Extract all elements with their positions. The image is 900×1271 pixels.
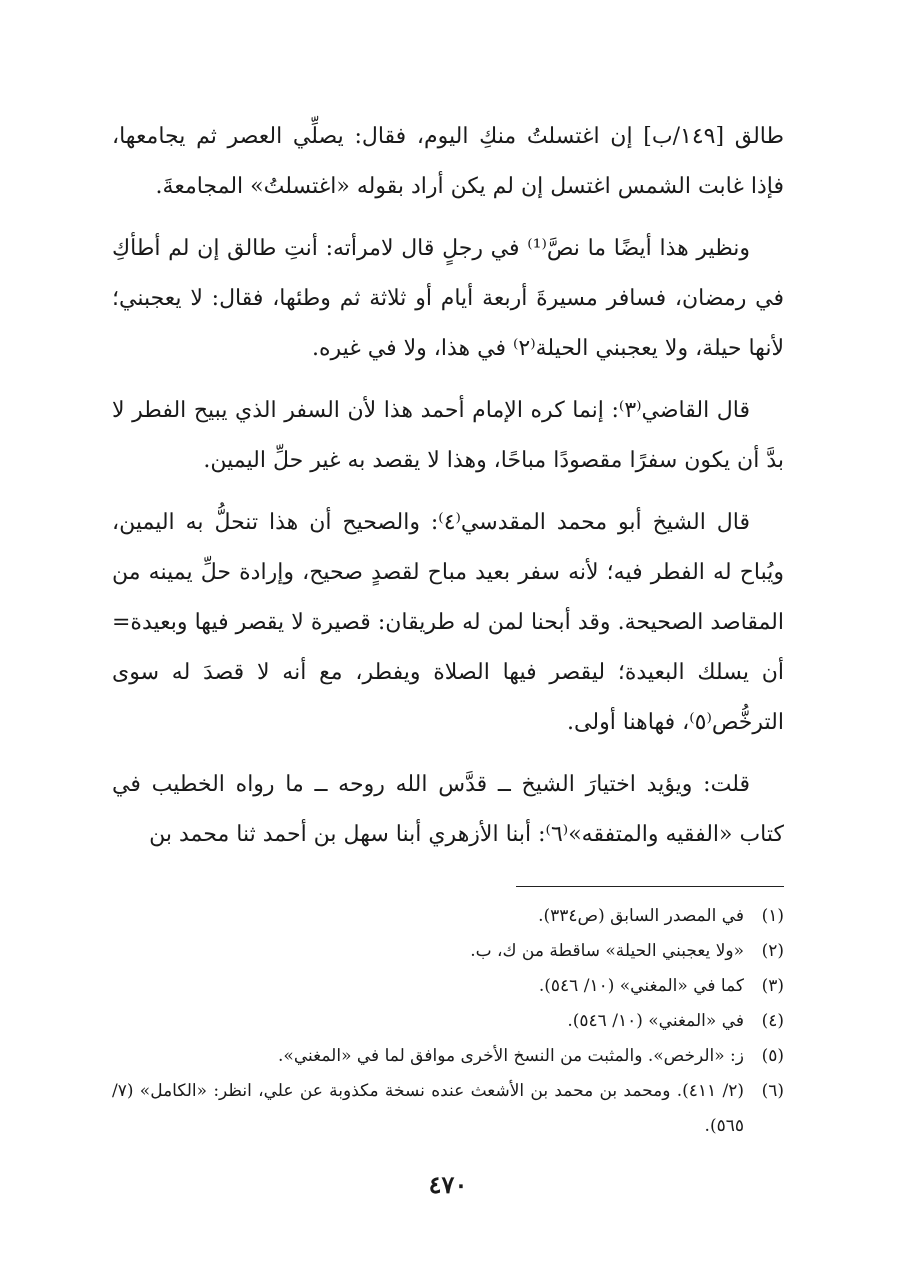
main-text — [112, 112, 784, 860]
book-page — [112, 112, 784, 1199]
footnote-separator-wrap — [112, 872, 784, 899]
footnotes — [112, 899, 784, 1144]
footnote — [112, 934, 784, 969]
footnote — [112, 1004, 784, 1039]
footnote-number: (٥) — [761, 1046, 784, 1066]
footnote-number: (٤) — [761, 1011, 784, 1031]
footnote-text: في «المغني» (١٠/ ٥٤٦). — [567, 1011, 744, 1031]
footnote-number: (٦) — [761, 1081, 784, 1101]
footnote — [112, 1039, 784, 1074]
footnote — [112, 1074, 784, 1144]
footnote-number: (١) — [761, 906, 784, 926]
footnote-number: (٣) — [761, 976, 784, 996]
footnote-number: (٢) — [761, 941, 784, 961]
footnote — [112, 899, 784, 934]
footnote-separator — [516, 886, 784, 887]
paragraph-3: قال القاضي⁽٣⁾: إنما كره الإمام أحمد هذا لأن السفر الذي يبيح الفطر لا بدَّ أن يكون سفرًا مقصودًا مباحًا، وهذا لا يقصد به غير حلِّ اليمين. — [112, 398, 784, 473]
paragraph-1: طالق [١٤٩/ب] إن اغتسلتُ منكِ اليوم، فقال: يصلِّي العصر ثم يجامعها، فإذا غابت الشمس اغتسل إن لم يكن أراد بقوله «اغتسلتُ» المجامعةَ. — [112, 124, 785, 199]
paragraph-4: قال الشيخ أبو محمد المقدسي⁽٤⁾: والصحيح أن هذا تنحلُّ به اليمين، ويُباح له الفطر فيه؛ لأنه سفر بعيد مباح لقصدٍ صحيح، وإرادة حلِّ يمينه من المقاصد الصحيحة. وقد أبحنا لمن له طريقان: قصيرة لا يقصر فيها وبعيدة= أن يسلك البعيدة؛ ليقصر فيها الصلاة ويفطر، مع أنه لا قصدَ له سوى الترخُّص⁽٥⁾، فهاهنا أولى. — [112, 510, 784, 735]
paragraph-5: قلت: ويؤيد اختيارَ الشيخ ــ قدَّس الله روحه ــ ما رواه الخطيب في كتاب «الفقيه والمتفقه»⁽٦⁾: أبنا الأزهري أبنا سهل بن أحمد ثنا محمد بن — [112, 772, 784, 847]
page-number: ٤٧٠ — [428, 1170, 468, 1199]
footnote-text: كما في «المغني» (١٠/ ٥٤٦). — [538, 976, 744, 996]
footnote — [112, 969, 784, 1004]
footnote-text: (٢/ ٤١١). ومحمد بن محمد بن الأشعث عنده نسخة مكذوبة عن علي، انظر: «الكامل» (٧/ ٥٦٥). — [112, 1081, 744, 1136]
footnote-text: في المصدر السابق (ص٣٣٤). — [538, 906, 744, 926]
footnote-text: ز: «الرخص». والمثبت من النسخ الأخرى موافق لما في «المغني». — [278, 1046, 744, 1066]
paragraph-2: ونظير هذا أيضًا ما نصَّ⁽¹⁾ في رجلٍ قال لامرأته: أنتِ طالق إن لم أطأكِ في رمضان، فسافر مسيرةَ أربعة أيام أو ثلاثة ثم وطئها، فقال: لا يعجبني؛ لأنها حيلة، ولا يعجبني الحيلة⁽٢⁾ في هذا، ولا في غيره. — [112, 236, 784, 361]
footnote-text: «ولا يعجبني الحيلة» ساقطة من ك، ب. — [470, 941, 744, 961]
